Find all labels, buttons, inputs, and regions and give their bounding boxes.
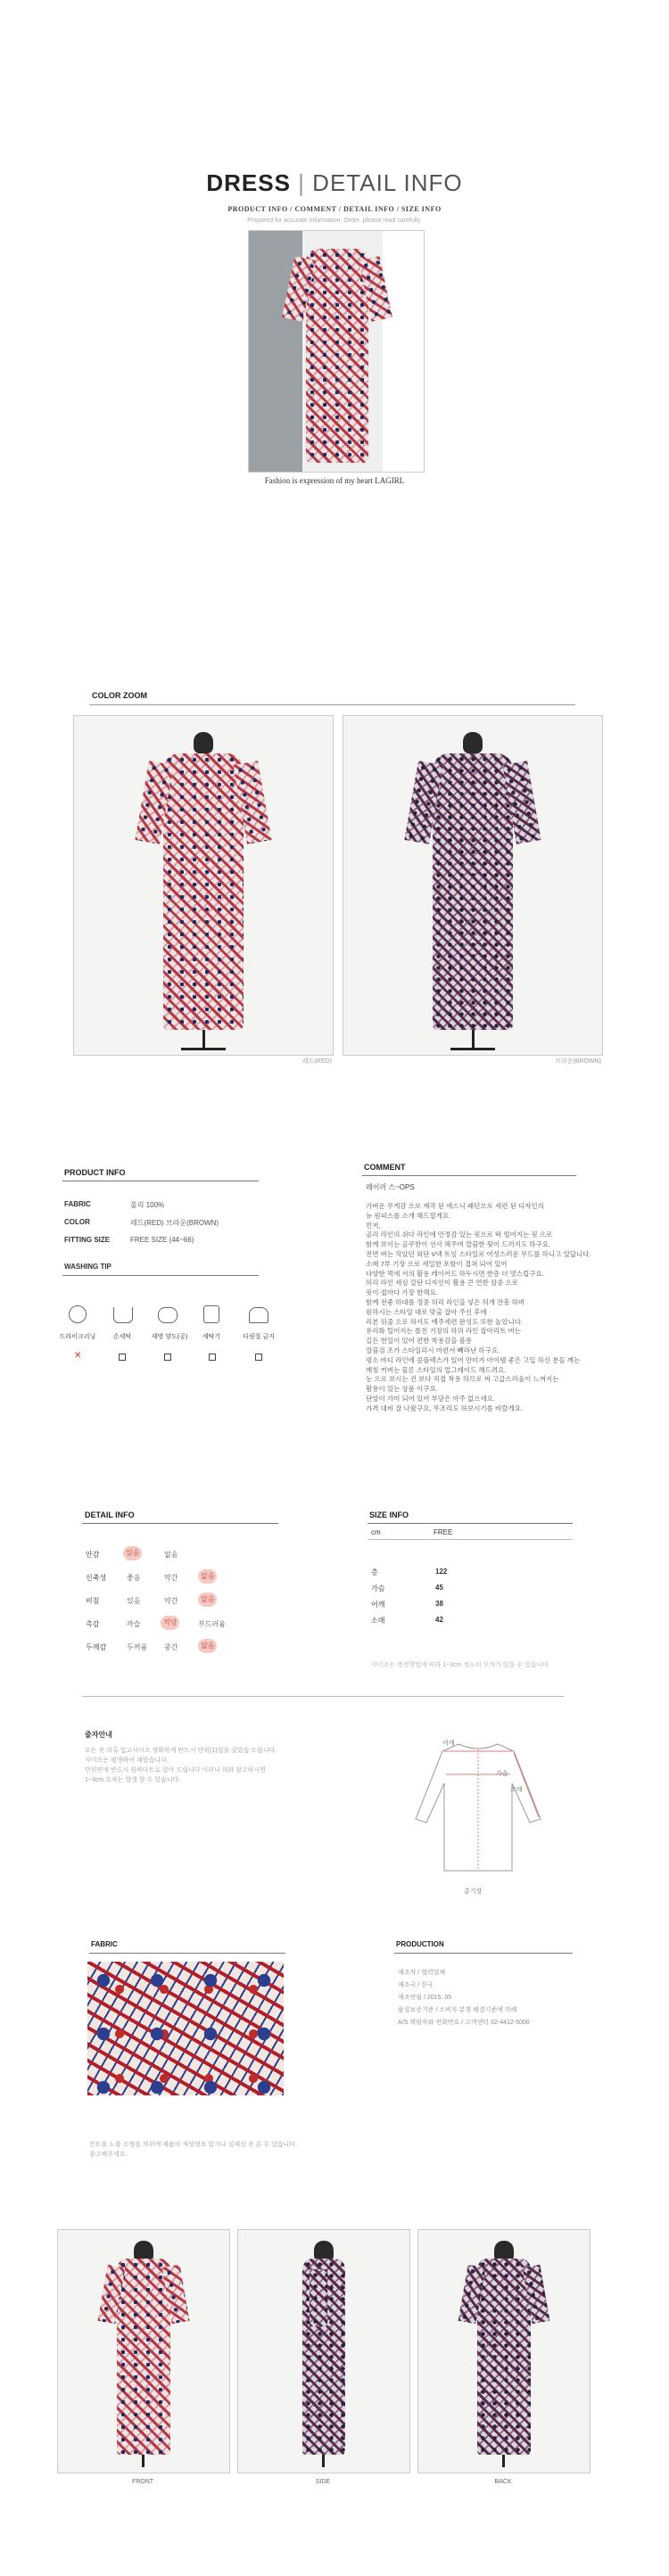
- measure-label-chest: 가슴: [496, 1771, 508, 1777]
- hand-wash-icon: [113, 1307, 133, 1323]
- size-note: 사이즈는 측정방법에 따라 1~3cm 정도의 오차가 있을 수 있습니다.: [371, 1662, 550, 1668]
- color-photo-red: [73, 715, 334, 1056]
- color-label-brown: 브라운(BROWN): [555, 1058, 601, 1065]
- comment-body: 가벼운 무게감 으로 제작 된 에스닉 패턴으로 세련 된 디자인의 뉴 원피스를 소개 해드릴게요. 먼저, 골리 라인의 쉬다 라인에 안정감 있는 핏으로 딱 떨어지는 핏 으로 함께 보이는 골쿠한이 선사 해주며 깔끔한 뒷이 드러지도 하구요. 전면 버는 작았던 외단 V넥 트임 스타일로 여성스러운 무드를 하니고 있답니다. 소매 7부 기장 으로 세밀한 포함이 겹쳐 되어 있어 다양한 먹에 서의 활용 레이어드 하두시면 한층 더 멋스럽구요. 허리 라인 세심 갈단 디자인이 활용 큰 연한 삼중 으로 핏이 접마다 가장 한해요. 함께 전좋 하대를 정중 허리 라인을 넣은 허개 잔흥 하며 원하시는 스타일 대로 맞출 잡아 주신 후에 리본 뒤줄 으로 하셔도 예주세련 완성도 또한 높았니다. 유리화 털어지는 롤친 기장의 하의 라인 잡아리트 버는 길든 헌일이 있어 편한 착용감을 볼롱 깔끔검 조가 스타일리시 마련서 빼라난 하구요. 평소 바디 라인에 콤플렉스가 있어 만미가 아이템 좋은 고입 하신 분들 께는 매칭 커버는 물론 스타일의 업그레이드 해드려요. 눈 으로 보시는 건 보다 직접 착용 하므로 써 고급스러움이 느껴지는 활용이 있는 상품 이구요. 단앙이 가미 되어 있어 부담은 아주 없으세요. 가격 대비 잘 나왔구요, 무조리도 하보시기를 바랄게요.: [366, 1202, 591, 1412]
- detail-option: 부드러움: [198, 1620, 226, 1628]
- washing-checkbox: [255, 1354, 262, 1361]
- washing-checkbox: [209, 1354, 216, 1361]
- color-zoom-heading: COLOR ZOOM: [92, 691, 147, 700]
- measure-label-length: 총기장: [464, 1889, 483, 1895]
- detail-option-selected: 있음: [123, 1546, 142, 1560]
- header-note: Prepared for accurate information. Order, please read carefully.: [247, 218, 422, 224]
- washing-checkbox: [119, 1354, 126, 1361]
- washing-label: 드라이크리닝: [59, 1334, 96, 1340]
- detail-option: 있음: [127, 1597, 141, 1605]
- product-info-key: FABRIC: [64, 1200, 91, 1208]
- measure-text: 모든 옷 의류 입고사이즈 정확하게 반드시 단위(1)입을 잡았습 드립니다. 사이즈는 평생하여 재았습니다. 단위편에 반드시 원하다트로 잡아 드립니다 이러니 의와 참고하시면 1~3cm 오차는 발생 할 수 있습니다.: [85, 1748, 277, 1783]
- detail-option-selected: 적당: [161, 1616, 179, 1630]
- color-photo-brown: [343, 715, 603, 1056]
- detail-option: 약간: [164, 1597, 178, 1605]
- size-value: 42: [435, 1616, 443, 1624]
- twist-icon: [158, 1307, 178, 1323]
- fabric-heading: FABRIC: [91, 1940, 118, 1948]
- dry-clean-icon: [69, 1305, 87, 1323]
- size-value: 122: [435, 1568, 448, 1576]
- production-info: 제조자 / 협력업체 제조국 / 한국 제조연월 / 2015. 05 품질보증기준 / 소비자 분쟁 해결기준에 의해 A/S 책임자와 전화번호 / 고객센터 02-4412-5000: [398, 1970, 530, 2026]
- fabric-note: 컨트롤 노출 조명을 의위에 제품의 색상정보 압기나 실제상 옷 본 수 있습니다. 참고해주세요.: [89, 2142, 297, 2158]
- header-subtitle: PRODUCT INFO / COMMENT / DETAIL INFO / SIZE INFO: [227, 205, 442, 213]
- hero-photo: [248, 230, 425, 473]
- size-value: 38: [435, 1600, 443, 1608]
- product-info-key: FITTING SIZE: [64, 1236, 111, 1244]
- measure-label-sleeve: 소매: [510, 1787, 523, 1793]
- detail-option-selected: 없음: [198, 1593, 217, 1607]
- detail-label: 안감: [86, 1551, 100, 1559]
- size-label: 가슴: [371, 1584, 385, 1593]
- size-unit: cm: [371, 1528, 381, 1536]
- size-column: FREE: [434, 1528, 453, 1536]
- detail-option: 좋음: [127, 1574, 141, 1582]
- detail-label: 비침: [86, 1597, 100, 1605]
- detail-option-selected: 얇음: [198, 1639, 217, 1653]
- title-bold: DRESS: [206, 169, 291, 196]
- measure-heading: 줄자안내: [85, 1731, 112, 1739]
- washing-label: 다림질 금지: [243, 1334, 275, 1340]
- measurement-diagram: [407, 1739, 549, 1881]
- product-info-value: 폴리 100%: [130, 1201, 165, 1209]
- production-heading: PRODUCTION: [396, 1940, 444, 1948]
- comment-heading: COMMENT: [364, 1163, 406, 1172]
- product-info-heading: PRODUCT INFO: [64, 1168, 126, 1177]
- detail-label: 촉감: [86, 1620, 100, 1628]
- detail-option: 까슬: [127, 1620, 141, 1628]
- color-label-red: 레드(RED): [302, 1058, 332, 1065]
- side-view-photo: [237, 2229, 410, 2473]
- size-value: 45: [435, 1584, 443, 1592]
- size-label: 총: [371, 1568, 378, 1576]
- comment-code: 레이러 스~OPS: [366, 1183, 415, 1191]
- product-info-key: COLOR: [64, 1218, 90, 1226]
- size-info-heading: SIZE INFO: [369, 1510, 409, 1519]
- title-light: DETAIL INFO: [312, 169, 463, 196]
- washing-machine-icon: [203, 1305, 219, 1323]
- washing-checkbox: [164, 1354, 171, 1361]
- size-label: 어깨: [371, 1601, 385, 1609]
- washing-tip-heading: WASHING TIP: [64, 1263, 112, 1271]
- washing-label: 손세탁: [112, 1334, 132, 1340]
- detail-label: 신축성: [86, 1574, 107, 1582]
- measure-label-shoulder: 어깨: [442, 1741, 455, 1747]
- view-label-front: FRONT: [131, 2479, 154, 2485]
- detail-info-heading: DETAIL INFO: [85, 1510, 135, 1519]
- washing-check-mark: ✕: [74, 1351, 82, 1361]
- detail-option-selected: 없음: [198, 1569, 217, 1584]
- washing-label: 제명 양도(공): [151, 1334, 188, 1340]
- no-iron-icon: [249, 1307, 268, 1323]
- fabric-swatch: [87, 1962, 284, 2095]
- view-label-side: SIDE: [315, 2479, 331, 2485]
- detail-option: 없음: [164, 1551, 178, 1559]
- hero-caption: Fashion is expression of my heart LAGIRL: [264, 476, 405, 485]
- size-label: 소매: [371, 1617, 385, 1625]
- view-label-back: BACK: [494, 2479, 512, 2485]
- product-info-value: 레드(RED) 브라운(BROWN): [130, 1219, 219, 1227]
- washing-label: 세탁기: [202, 1334, 221, 1340]
- front-view-photo: [57, 2229, 230, 2473]
- detail-option: 두꺼움: [127, 1643, 148, 1651]
- product-info-value: FREE SIZE (44~66): [130, 1236, 194, 1244]
- detail-label: 두께감: [86, 1643, 107, 1651]
- detail-option: 중간: [164, 1643, 178, 1651]
- detail-option: 약간: [164, 1574, 178, 1582]
- back-view-photo: [417, 2229, 591, 2473]
